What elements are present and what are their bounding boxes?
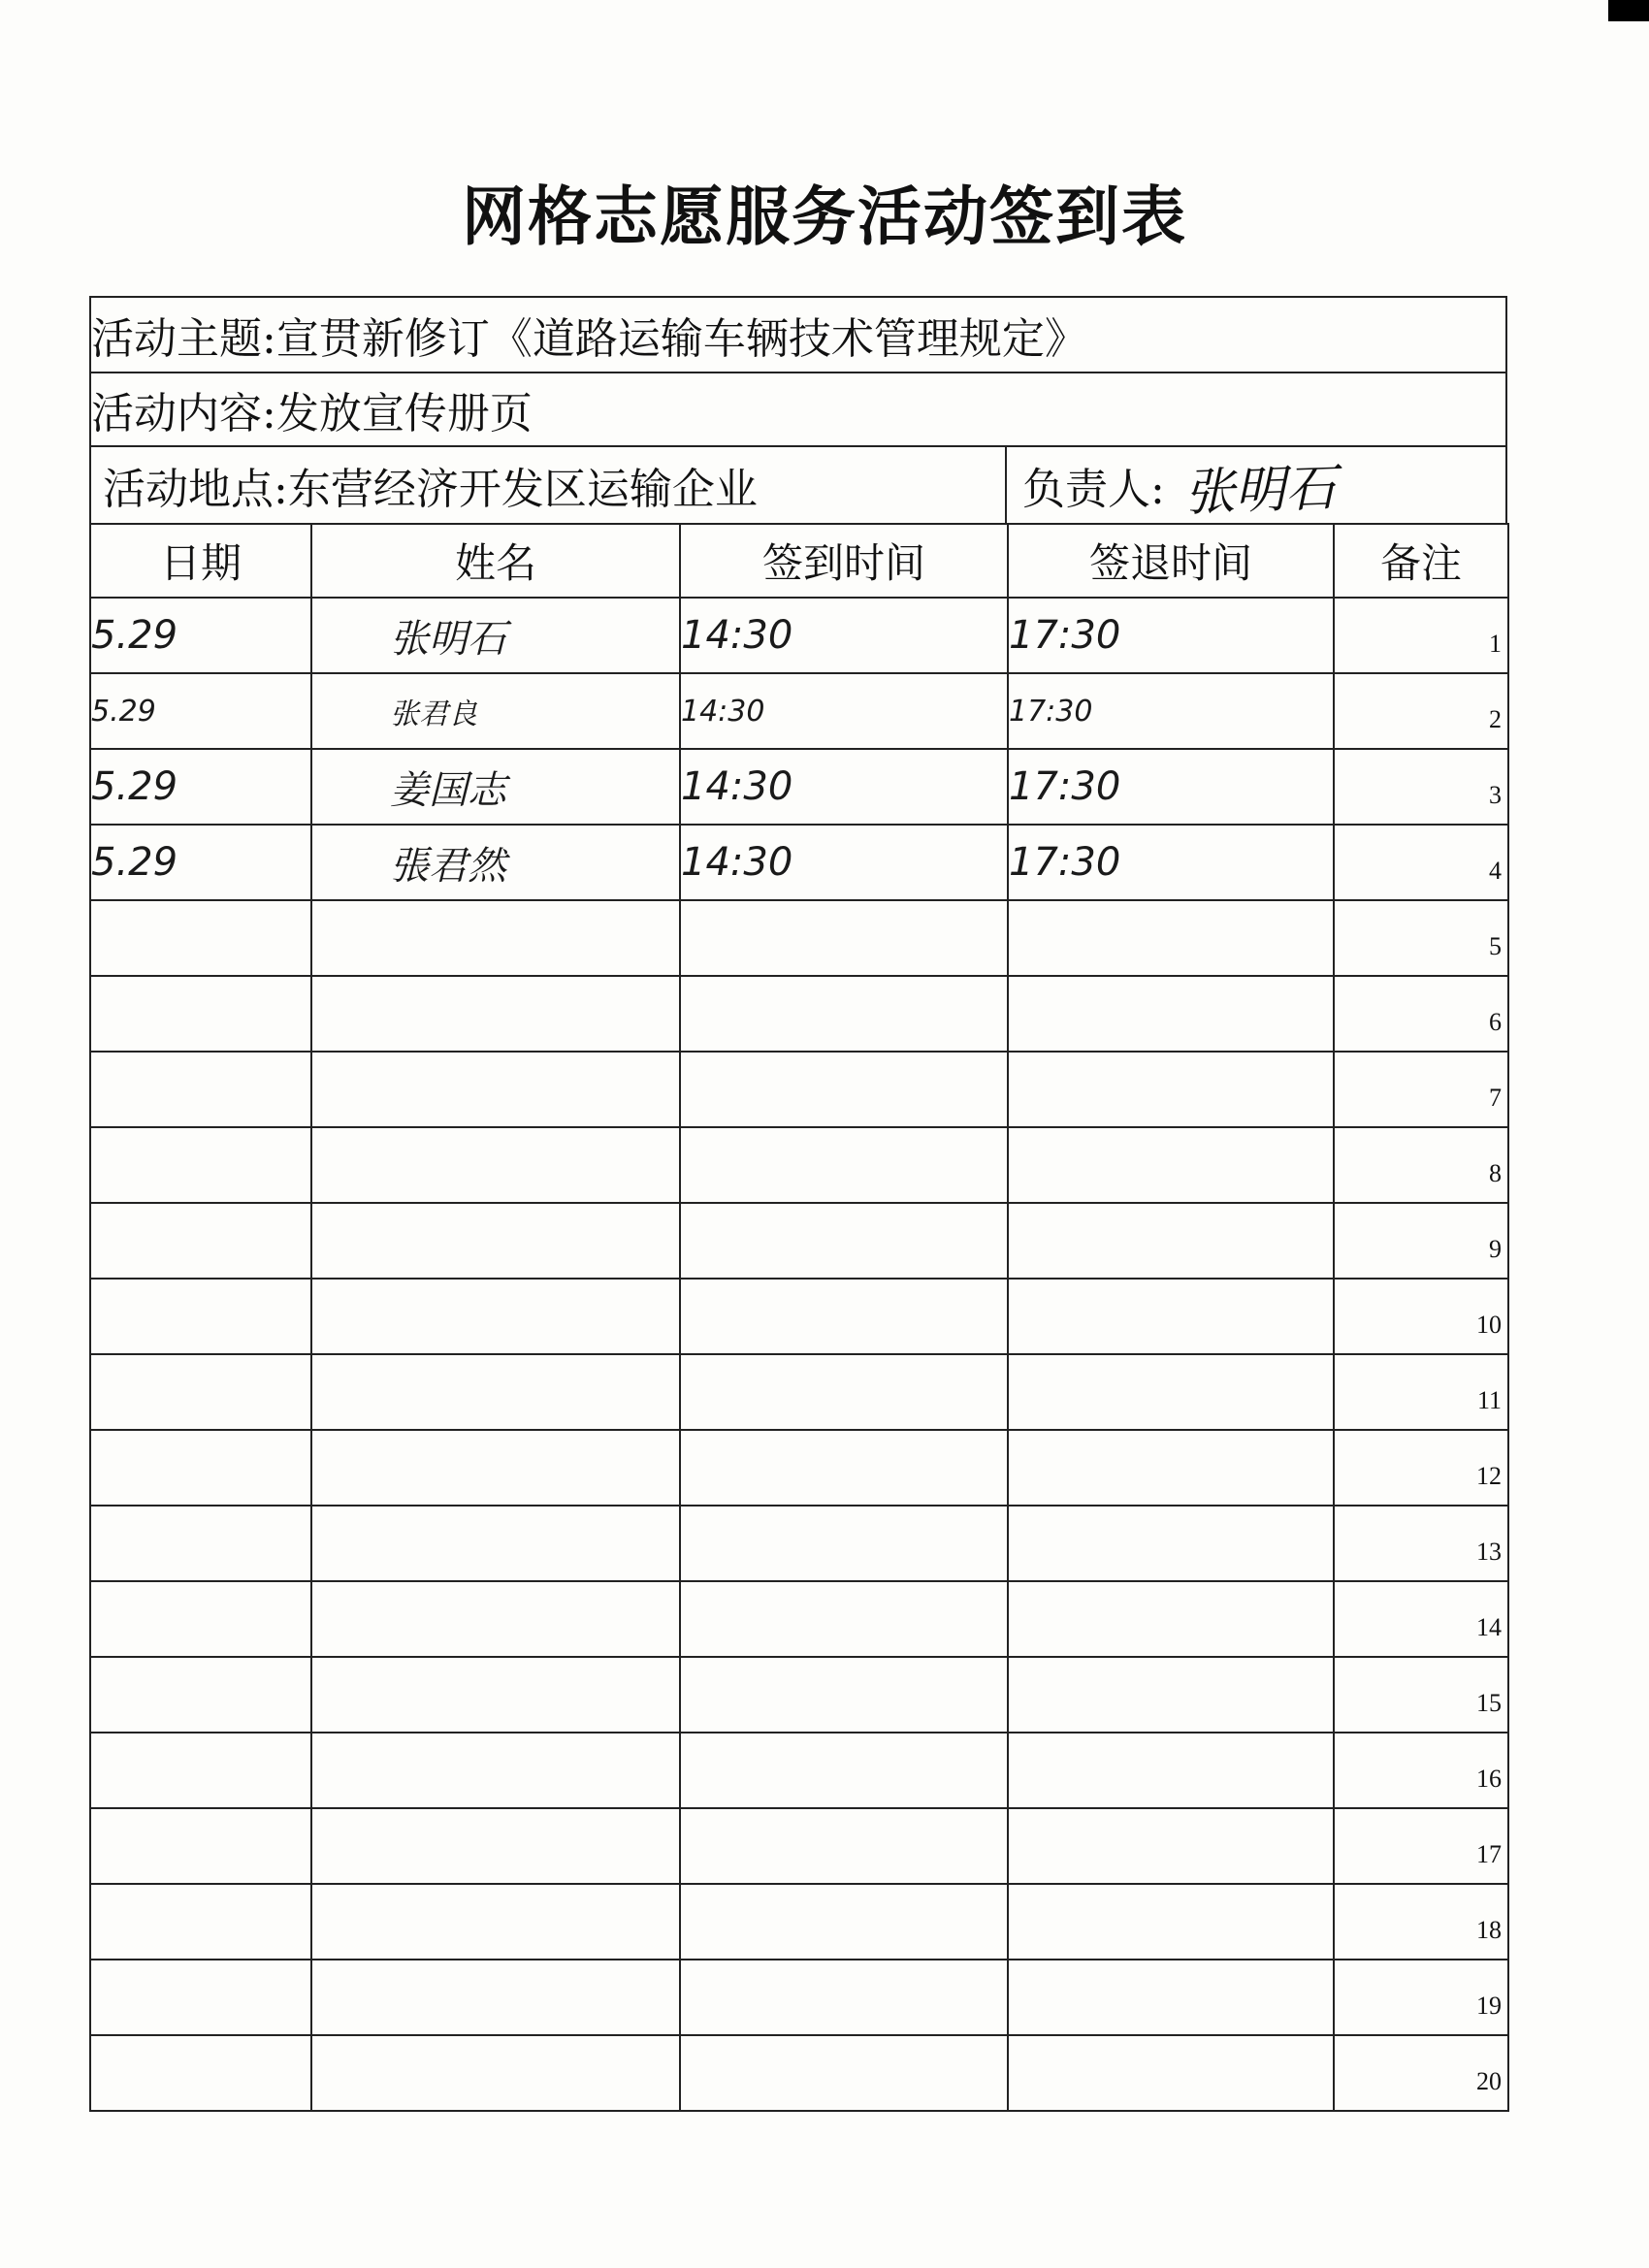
table-row: [90, 976, 1508, 1052]
signin-time-cell: 14:30: [680, 749, 1008, 825]
signout-time-cell: [1008, 1808, 1334, 1884]
table-row: [90, 1279, 1508, 1354]
table-row: [90, 1581, 1508, 1657]
table-row: [90, 825, 1508, 900]
signin-time-cell: [680, 1354, 1008, 1430]
table-row: [90, 900, 1508, 976]
date-cell: [90, 1808, 311, 1884]
table-row: [90, 1808, 1508, 1884]
name-cell: 张君良: [311, 673, 680, 749]
table-row: [90, 673, 1508, 749]
name-cell: [311, 1430, 680, 1506]
signin-time-cell: [680, 1430, 1008, 1506]
date-cell: [90, 1052, 311, 1127]
name-cell: [311, 1808, 680, 1884]
responsible-label: 负责人:: [1022, 465, 1165, 514]
date-cell: [90, 1960, 311, 2035]
location-row: [89, 445, 1507, 525]
signout-time-cell: [1008, 976, 1334, 1052]
date-cell: [90, 976, 311, 1052]
page-title: 网格志愿服务活动签到表: [462, 179, 1187, 254]
responsible-cell: [1007, 447, 1505, 523]
signout-time-cell: 17:30: [1008, 825, 1334, 900]
signout-time-cell: [1008, 1203, 1334, 1279]
table-row: [90, 1203, 1508, 1279]
location-label: 活动地点:: [103, 465, 288, 514]
table-header-row: [90, 524, 1508, 598]
row-number: 3: [1334, 749, 1508, 825]
table-row: [90, 1506, 1508, 1581]
signout-time-cell: [1008, 1354, 1334, 1430]
table-row: [90, 1052, 1508, 1127]
signout-time-cell: 17:30: [1008, 673, 1334, 749]
name-cell: [311, 1733, 680, 1808]
scan-corner-mark: [1608, 0, 1649, 21]
signout-time-cell: [1008, 1127, 1334, 1203]
signin-time-cell: [680, 1127, 1008, 1203]
row-number: 16: [1334, 1733, 1508, 1808]
name-cell: [311, 976, 680, 1052]
header-name: 姓名: [311, 524, 680, 598]
row-number: 8: [1334, 1127, 1508, 1203]
signout-time-cell: [1008, 1657, 1334, 1733]
signin-time-cell: [680, 976, 1008, 1052]
row-number: 5: [1334, 900, 1508, 976]
signin-time-cell: [680, 1203, 1008, 1279]
date-cell: [90, 2035, 311, 2111]
signin-time-cell: [680, 1657, 1008, 1733]
signin-time-cell: [680, 1581, 1008, 1657]
signin-time-cell: [680, 1506, 1008, 1581]
row-number: 11: [1334, 1354, 1508, 1430]
signout-time-cell: [1008, 1581, 1334, 1657]
header-remarks: 备注: [1334, 524, 1508, 598]
date-cell: 5.29: [90, 673, 311, 749]
date-cell: [90, 1430, 311, 1506]
date-cell: [90, 1657, 311, 1733]
name-cell: [311, 1127, 680, 1203]
row-number: 1: [1334, 598, 1508, 673]
date-cell: 5.29: [90, 749, 311, 825]
row-number: 19: [1334, 1960, 1508, 2035]
table-row: [90, 1884, 1508, 1960]
signout-time-cell: [1008, 900, 1334, 976]
row-number: 10: [1334, 1279, 1508, 1354]
name-cell: [311, 1884, 680, 1960]
header-signout-time: 签退时间: [1008, 524, 1334, 598]
row-number: 13: [1334, 1506, 1508, 1581]
content-value: 发放宣传册页: [275, 389, 533, 438]
row-number: 17: [1334, 1808, 1508, 1884]
date-cell: [90, 900, 311, 976]
row-number: 6: [1334, 976, 1508, 1052]
table-row: [90, 2035, 1508, 2111]
row-number: 18: [1334, 1884, 1508, 1960]
signin-time-cell: 14:30: [680, 673, 1008, 749]
signout-time-cell: 17:30: [1008, 598, 1334, 673]
theme-label: 活动主题:: [91, 314, 276, 364]
signin-time-cell: 14:30: [680, 598, 1008, 673]
signout-time-cell: 17:30: [1008, 749, 1334, 825]
signout-time-cell: [1008, 1884, 1334, 1960]
signout-time-cell: [1008, 1960, 1334, 2035]
signout-time-cell: [1008, 1430, 1334, 1506]
name-cell: 姜国志: [311, 749, 680, 825]
signin-time-cell: 14:30: [680, 825, 1008, 900]
signout-time-cell: [1008, 1052, 1334, 1127]
name-cell: [311, 1354, 680, 1430]
date-cell: [90, 1884, 311, 1960]
signin-time-cell: [680, 2035, 1008, 2111]
date-cell: [90, 1127, 311, 1203]
date-cell: 5.29: [90, 825, 311, 900]
name-cell: [311, 1581, 680, 1657]
date-cell: [90, 1506, 311, 1581]
name-cell: [311, 1960, 680, 2035]
table-row: [90, 1127, 1508, 1203]
row-number: 14: [1334, 1581, 1508, 1657]
date-cell: [90, 1354, 311, 1430]
row-number: 9: [1334, 1203, 1508, 1279]
date-cell: 5.29: [90, 598, 311, 673]
signin-time-cell: [680, 1808, 1008, 1884]
content-row: [89, 372, 1507, 447]
signin-time-cell: [680, 1733, 1008, 1808]
signout-time-cell: [1008, 1506, 1334, 1581]
table-row: [90, 1733, 1508, 1808]
row-number: 12: [1334, 1430, 1508, 1506]
signout-time-cell: [1008, 1733, 1334, 1808]
date-cell: [90, 1203, 311, 1279]
header-date: 日期: [90, 524, 311, 598]
table-row: [90, 749, 1508, 825]
location-cell: [91, 447, 1007, 523]
signout-time-cell: [1008, 1279, 1334, 1354]
location-value: 东营经济开发区运输企业: [287, 465, 758, 514]
date-cell: [90, 1581, 311, 1657]
table-row: [90, 1960, 1508, 2035]
signin-time-cell: [680, 900, 1008, 976]
signout-time-cell: [1008, 2035, 1334, 2111]
row-number: 15: [1334, 1657, 1508, 1733]
signin-time-cell: [680, 1052, 1008, 1127]
name-cell: [311, 1203, 680, 1279]
signin-time-cell: [680, 1279, 1008, 1354]
responsible-signature: 张明石: [1183, 458, 1338, 523]
theme-row: [89, 296, 1507, 373]
signin-time-cell: [680, 1960, 1008, 2035]
signin-table: [89, 523, 1509, 2112]
signin-time-cell: [680, 1884, 1008, 1960]
date-cell: [90, 1279, 311, 1354]
header-signin-time: 签到时间: [680, 524, 1008, 598]
row-number: 20: [1334, 2035, 1508, 2111]
name-cell: 张明石: [311, 598, 680, 673]
name-cell: [311, 1657, 680, 1733]
date-cell: [90, 1733, 311, 1808]
row-number: 4: [1334, 825, 1508, 900]
table-row: [90, 1430, 1508, 1506]
table-row: [90, 1657, 1508, 1733]
table-body: [90, 598, 1508, 2111]
content-label: 活动内容:: [91, 389, 276, 438]
name-cell: [311, 1506, 680, 1581]
name-cell: [311, 2035, 680, 2111]
name-cell: [311, 900, 680, 976]
row-number: 7: [1334, 1052, 1508, 1127]
name-cell: [311, 1052, 680, 1127]
table-row: [90, 1354, 1508, 1430]
table-row: [90, 598, 1508, 673]
name-cell: [311, 1279, 680, 1354]
row-number: 2: [1334, 673, 1508, 749]
theme-value: 宣贯新修订《道路运输车辆技术管理规定》: [275, 314, 1087, 364]
name-cell: 張君然: [311, 825, 680, 900]
